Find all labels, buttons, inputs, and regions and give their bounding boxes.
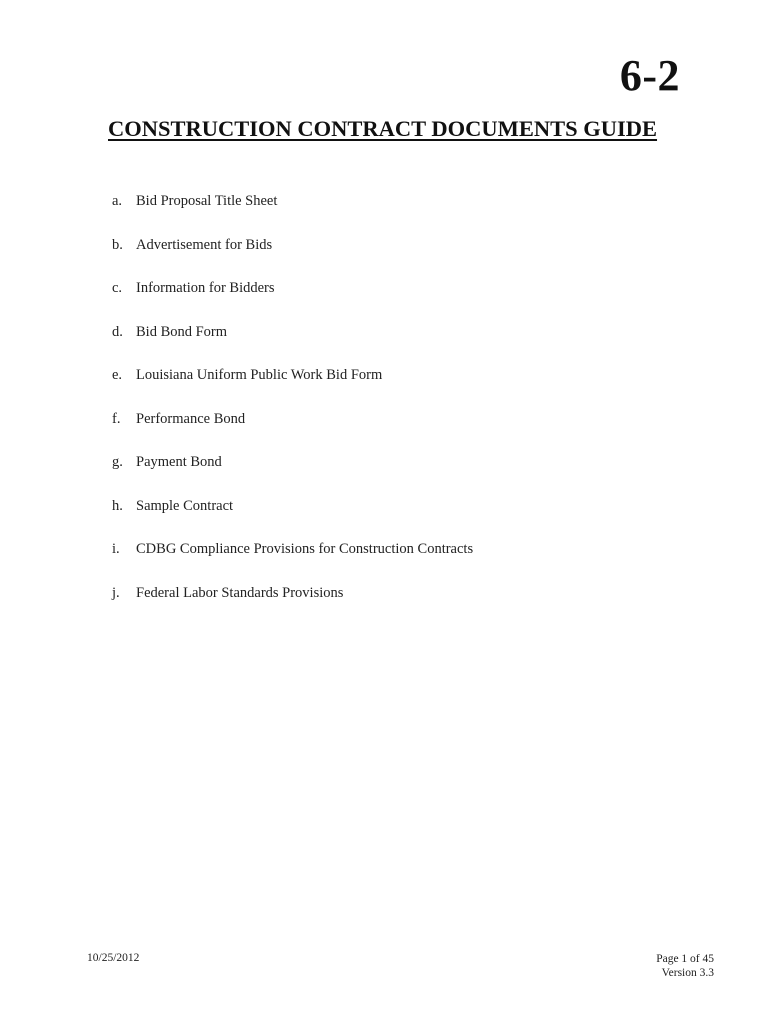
footer-page-info <box>656 952 714 980</box>
list-item-label: Federal Labor Standards Provisions <box>136 584 344 601</box>
list-item-letter: a. <box>112 193 123 209</box>
section-number: 6-2 <box>619 51 680 100</box>
list-item-letter: e. <box>112 367 123 383</box>
list-item <box>112 324 473 368</box>
list-item-label: CDBG Compliance Provisions for Construction Contracts <box>136 541 474 557</box>
footer-date: 10/25/2012 <box>87 952 140 964</box>
list-item <box>112 280 473 324</box>
list-item-label: Bid Proposal Title Sheet <box>136 193 278 209</box>
list-item-label: Payment Bond <box>136 454 222 470</box>
list-item-label: Advertisement for Bids <box>136 236 273 253</box>
list-item <box>112 498 473 542</box>
list-item <box>112 585 473 629</box>
list-item <box>112 367 473 411</box>
list-item-label: Louisiana Uniform Public Work Bid Form <box>136 367 383 383</box>
list-item-label: Sample Contract <box>136 497 234 514</box>
list-item-letter: c. <box>112 280 123 296</box>
list-item-letter: b. <box>112 236 123 253</box>
list-item-letter: h. <box>112 497 123 514</box>
list-item-label: Performance Bond <box>136 410 246 427</box>
list-item <box>112 454 473 498</box>
list-item <box>112 237 473 281</box>
page-number: Page 1 of 45 <box>656 953 714 965</box>
list-item <box>112 193 473 237</box>
list-item-letter: j. <box>112 584 120 601</box>
list-item-letter: g. <box>112 454 123 470</box>
list-item-letter: i. <box>112 541 120 557</box>
document-title: CONSTRUCTION CONTRACT DOCUMENTS GUIDE <box>108 116 658 141</box>
list-item-letter: f. <box>112 410 121 427</box>
list-item <box>112 541 473 585</box>
list-item-letter: d. <box>112 323 123 340</box>
version-label: Version 3.3 <box>661 967 714 979</box>
list-item <box>112 411 473 455</box>
contents-list <box>112 193 473 628</box>
list-item-label: Information for Bidders <box>136 280 275 296</box>
list-item-label: Bid Bond Form <box>136 323 228 340</box>
